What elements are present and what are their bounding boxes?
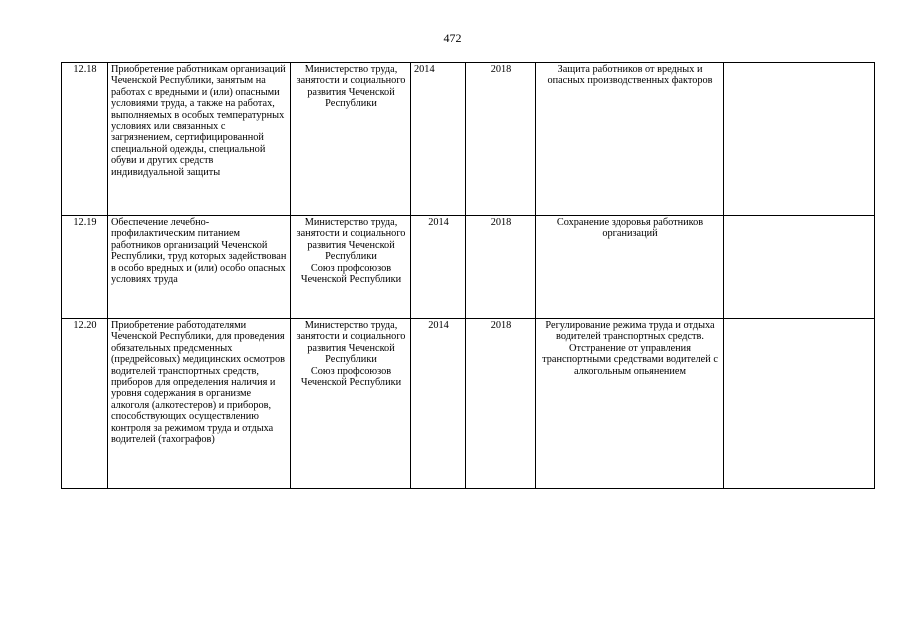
row-number: 12.20 xyxy=(62,319,108,489)
year-end: 2018 xyxy=(466,319,536,489)
executor-name: Министерство труда, занятости и социального развития Чеченской Республики xyxy=(296,217,406,263)
executor-name: Министерство труда, занятости и социального развития Чеченской Республики xyxy=(296,320,406,366)
expected-result: Регулирование режима труда и отдыха водителей транспортных средств. Отстранение от управления транспортными средствами водителей с алкогольным опьянением xyxy=(536,319,724,489)
year-end: 2018 xyxy=(466,63,536,216)
note-cell xyxy=(724,216,875,319)
table-row xyxy=(62,63,875,216)
executor-cell xyxy=(291,319,411,489)
executor-name: Союз профсоюзов Чеченской Республики xyxy=(300,365,402,389)
year-start: 2014 xyxy=(411,319,466,489)
row-number: 12.18 xyxy=(62,63,108,216)
note-cell xyxy=(724,319,875,489)
table-row xyxy=(62,319,875,489)
year-start: 2014 xyxy=(411,63,466,216)
year-start: 2014 xyxy=(411,216,466,319)
measure-description: Приобретение работникам организаций Чеченской Республики, занятым на работах с вредными и (или) опасными условиями труда, а также на работах, выполняемых в особых температурных условиях или связанных с загрязнением, сертифицированной специальной одежды, специальной обуви и других средств индивидуальной защиты xyxy=(108,63,291,216)
row-number: 12.19 xyxy=(62,216,108,319)
page-number: 472 xyxy=(443,31,462,45)
executor-cell xyxy=(291,63,411,216)
note-cell xyxy=(724,63,875,216)
measure-description: Обеспечение лечебно-профилактическим питанием работников организаций Чеченской Республики, труд которых задействован в особо вредных и (или) особо опасных условиях труда xyxy=(108,216,291,319)
measures-table xyxy=(61,62,875,489)
expected-result: Сохранение здоровья работников организаций xyxy=(536,216,724,319)
executor-name: Министерство труда, занятости и социального развития Чеченской Республики xyxy=(296,64,406,110)
executor-name: Союз профсоюзов Чеченской Республики xyxy=(300,262,402,286)
year-end: 2018 xyxy=(466,216,536,319)
executor-cell xyxy=(291,216,411,319)
measure-description: Приобретение работодателями Чеченской Республики, для проведения обязательных предсменных (предрейсовых) медицинских осмотров водителей транспортных средств, приборов для определения наличия и уровня содержания в организме алкоголя (алкотестеров) и приборов, способствующих осуществлению контроля за режимом труда и отдыха водителей (тахографов) xyxy=(108,319,291,489)
table-row xyxy=(62,216,875,319)
expected-result: Защита работников от вредных и опасных производственных факторов xyxy=(536,63,724,216)
